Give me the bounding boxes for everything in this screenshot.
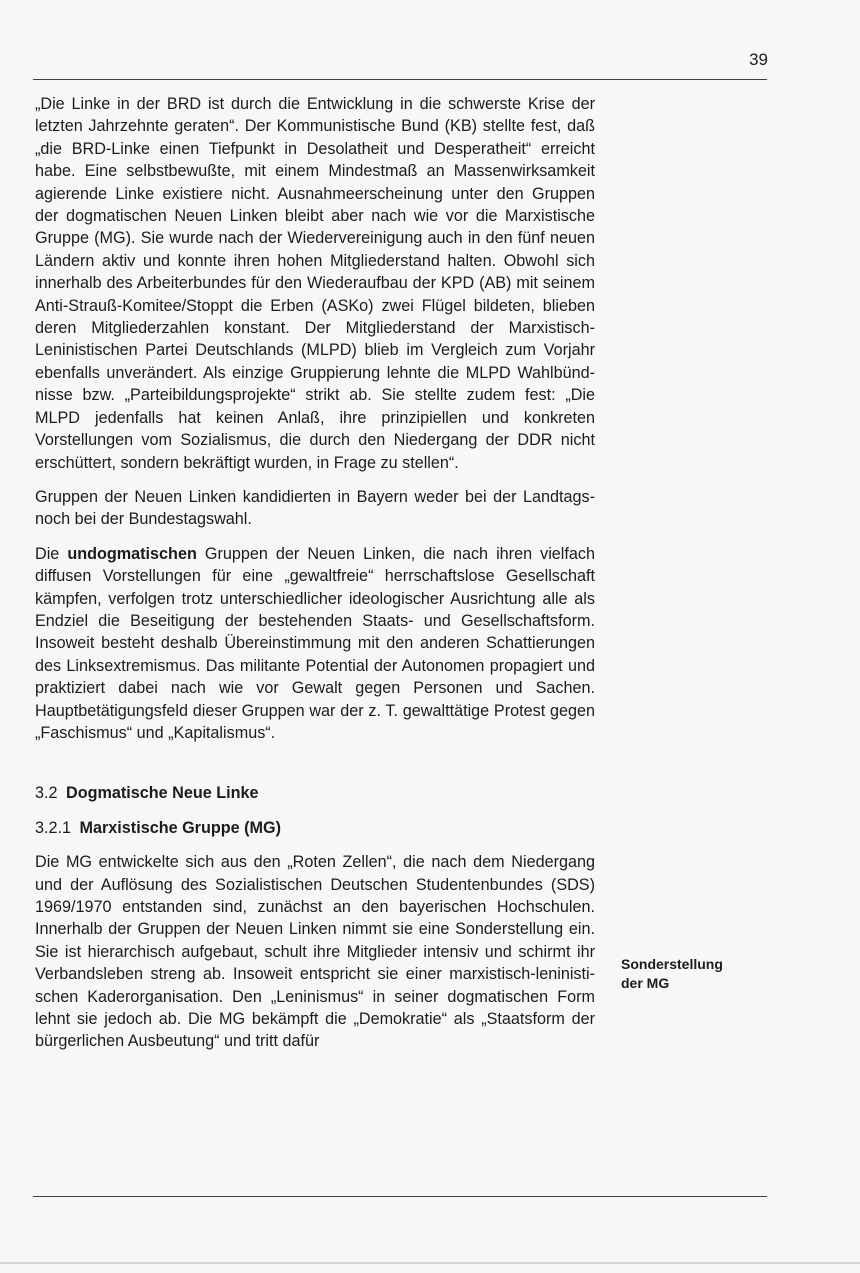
paragraph-undogmatic-lead: Die: [35, 544, 68, 563]
subsection-heading: [35, 817, 595, 839]
section-title: Dogmatische Neue Linke: [66, 784, 259, 803]
margin-note: [621, 955, 761, 993]
subsection-title: Marxistische Gruppe (MG): [79, 818, 281, 837]
margin-note-line-2: der MG: [621, 975, 670, 991]
section-number: 3.2: [35, 784, 58, 803]
footer-rule: [33, 1196, 767, 1197]
margin-note-line-1: Sonderstellung: [621, 956, 723, 972]
page-number: 39: [749, 50, 768, 69]
emphasis-undogmatic: undogmatischen: [67, 544, 197, 563]
section-heading: [35, 782, 595, 804]
header-rule: [33, 79, 767, 80]
paragraph-left-crisis: „Die Linke in der BRD ist durch die Entwicklung in die schwerste Krise der letzten Jahrzehnte geraten“. Der Kommunistische Bund (KB) stellte fest, daß „die BRD-Linke einen Tiefpunkt in Desolatheit und Desperatheit“ erreicht habe. Eine selbstbewußte, mit einem Mindestmaß an Massenwirksamkeit agierende Linke existiere nicht. Ausnahmeerscheinung unter den Gruppen der dogmatischen Neuen Linken bleibt aber nach wie vor die Marxistische Gruppe (MG). Sie wurde nach der Wiedervereinigung auch in den fünf neuen Ländern aktiv und konnte ihren hohen Mitgliederstand halten. Obwohl sich innerhalb des Arbeiterbundes für den Wiederaufbau der KPD (AB) mit seinem Anti-Strauß-Komitee/Stoppt die Erben (ASKo) zwei Flügel bildeten, blieben deren Mitgliederzahlen konstant. Der Mitgliederstand der Marxistisch-Leninistischen Partei Deutschlands (MLPD) blieb im Vergleich zum Vorjahr ebenfalls unverändert. Als einzige Gruppierung lehnte die MLPD Wahlbündnisse bzw. „Parteibildungsprojekte“ strikt ab. Sie stellte zudem fest: „Die MLPD jedenfalls hat keinen Anlaß, ihre prinzipiellen und konkreten Vorstellungen vom Sozialismus, die durch den Niedergang der DDR nicht erschüttert, sondern bekräftigt wurden, in Frage zu stellen“.: [35, 95, 595, 472]
paragraph-undogmatic-rest: Gruppen der Neuen Linken, die nach ihren vielfach diffusen Vorstellungen für eine „gewaltfreie“ herrschaftslose Gesellschaft kämpfen, verfolgen trotz unterschiedlicher ideologischer Ausrichtung alle als Endziel die Beseitigung der bestehenden Staats- und Gesellschaftsform. Insoweit besteht deshalb Übereinstimmung mit den anderen Schattierungen des Linksextremismus. Das militante Potential der Autonomen propagiert und praktiziert dabei nach wie vor Gewalt gegen Personen und Sachen. Hauptbetätigungsfeld dieser Gruppen war der z. T. gewalttätige Protest gegen „Faschismus“ und „Kapitalismus“.: [35, 544, 595, 742]
paragraph-undogmatic-groups: [35, 543, 595, 745]
body-text: [35, 93, 595, 1065]
paragraph-bavaria-elections: Gruppen der Neuen Linken kandidierten in Bayern weder bei der Landtags- noch bei der Bundestagswahl.: [35, 487, 595, 529]
paragraph-mg-origins: Die MG entwickelte sich aus den „Roten Zellen“, die nach dem Niedergang und der Auflösung des Sozialistischen Deutschen Studentenbundes (SDS) 1969/1970 entstanden sind, zunächst an den bayerischen Hochschulen. Innerhalb der Gruppen der Neuen Linken nimmt sie eine Sonderstellung ein. Sie ist hierarchisch aufgebaut, schult ihre Mitglieder intensiv und schirmt ihr Verbandsleben streng ab. Insoweit entspricht sie einer marxistisch-leninistischen Kaderorganisation. Den „Leninismus“ in seiner dogmatischen Form lehnt sie jedoch ab. Die MG bekämpft die „Demokratie“ als „Staatsform der bürgerlichen Ausbeutung“ und tritt dafür: [35, 853, 595, 1051]
subsection-number: 3.2.1: [35, 818, 72, 837]
scan-edge: [0, 1262, 860, 1264]
